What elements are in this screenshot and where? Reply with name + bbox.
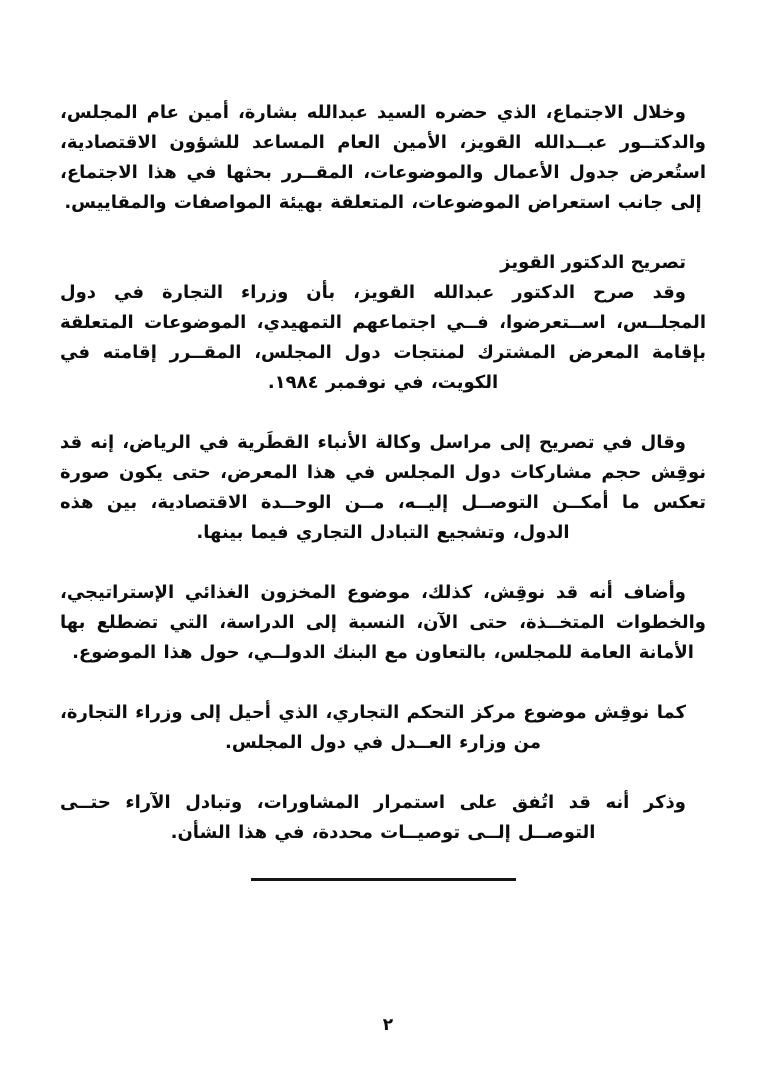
page-number: ٢ — [382, 1015, 394, 1035]
paragraph-continued-consultations: وذكر أنه قد اتُفق على استمرار المشاورات، وتبادل الآراء حتــى التوصــل إلــى توصيــات محددة، في هذا الشأن. — [60, 792, 686, 843]
paragraph-trade-ministers-exhibition: وقد صرح الدكتور عبدالله القويز، بأن وزراء التجارة في دول المجلــس، اســتعرضوا، فــي اجتماعهم التمهيدي، الموضوعات المتعلقة بإقامة المعرض المشترك لمنتجات دول المجلس، المقــرر إقامته في الكويت، في نوفمبر ١٩٨٤. — [60, 282, 706, 393]
paragraph-strategic-food-reserve: وأضاف أنه قد نوقِش، كذلك، موضوع المخزون الغذائي الإستراتيجي، والخطوات المتخــذة، حتى الآن، النسبة إلى الدراسة، التي تضطلع بها الأمانة العامة للمجلس، بالتعاون مع البنك الدولــي، حول هذا الموضوع. — [60, 582, 706, 663]
section-heading-quwaiz-statement: تصريح الدكتور القويز — [500, 252, 686, 273]
paragraph-meeting-attendees: وخلال الاجتماع، الذي حضره السيد عبدالله بشارة، أمين عام المجلس، والدكتــور عبــدالله القويز، الأمين العام المساعد للشؤون الاقتصادية، استُعرض جدول الأعمال والموضوعات، المقــرر بحثها في هذا الاجتماع، إلى جانب استعراض الموضوعات، المتعلقة بهيئة المواصفات والمقاييس. — [60, 102, 706, 213]
document-body — [60, 98, 706, 881]
end-of-text-divider-rule — [251, 878, 516, 881]
paragraph-qatar-news-agency-statement: وقال في تصريح إلى مراسل وكالة الأنباء القطَرية في الرياض، إنه قد نوقِش حجم مشاركات دول المجلس في هذا المعرض، حتى يكون صورة تعكس ما أمكــن التوصــل إليــه، مــن الوحــدة الاقتصادية، بين هذه الدول، وتشجيع التبادل التجاري فيما بينها. — [60, 432, 706, 543]
paragraph-commercial-arbitration-center: كما نوقِش موضوع مركز التحكم التجاري، الذي أحيل إلى وزراء التجارة، من وزارء العــدل في دول المجلس. — [60, 702, 686, 753]
